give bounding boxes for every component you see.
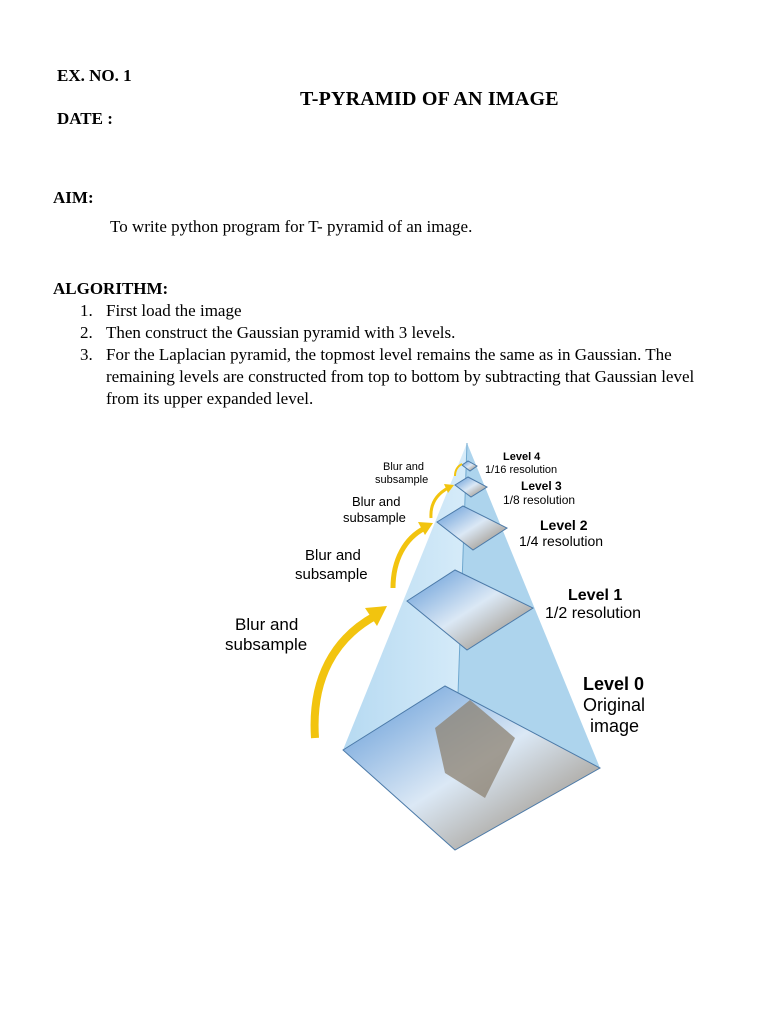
date-label: DATE : [57, 109, 113, 128]
exercise-number: EX. NO. 1 [57, 66, 132, 85]
blur-label-medium-line1: Blur and [305, 547, 361, 564]
blur-label-tiny-line2: subsample [375, 474, 429, 486]
level-3-desc: 1/8 resolution [503, 493, 576, 507]
level-4-desc: 1/16 resolution [485, 464, 558, 476]
step-text: For the Laplacian pyramid, the topmost level remains the same as in Gaussian. The remaining levels are constructed from top to bottom by subtracting that Gaussian level from its upper expanded level. [106, 345, 695, 408]
aim-heading: AIM: [53, 188, 94, 207]
blur-label-medium-line2: subsample [295, 566, 368, 583]
level-2-name: Level 2 [540, 517, 588, 533]
aim-text: To write python program for T- pyramid of an image. [110, 217, 473, 236]
level-1-name: Level 1 [568, 587, 623, 604]
algorithm-step [80, 322, 700, 344]
level-1-desc: 1/2 resolution [545, 605, 642, 622]
blur-label-large-line1: Blur and [235, 615, 299, 634]
blur-label-tiny-line1: Blur and [383, 461, 424, 473]
blur-label-small-line2: subsample [343, 510, 406, 525]
level-0-desc-line1: Original [583, 695, 646, 715]
level-3-name: Level 3 [521, 479, 562, 493]
algorithm-steps [80, 300, 700, 410]
level-0-name: Level 0 [583, 674, 645, 694]
algorithm-step [80, 344, 700, 410]
level-4-name: Level 4 [503, 451, 541, 463]
step-number: 1. [80, 301, 93, 320]
algorithm-heading: ALGORITHM: [53, 279, 169, 298]
blur-label-large-line2: subsample [225, 635, 308, 654]
image-pyramid-figure [215, 438, 675, 858]
step-number: 2. [80, 323, 93, 342]
page-title: T-PYRAMID OF AN IMAGE [300, 88, 559, 110]
level-2-desc: 1/4 resolution [519, 533, 604, 549]
level-0-desc-line2: image [590, 716, 640, 736]
blur-label-small-line1: Blur and [352, 494, 401, 509]
algorithm-step [80, 300, 700, 322]
step-text: Then construct the Gaussian pyramid with 3 levels. [106, 323, 456, 342]
step-number: 3. [80, 345, 93, 364]
step-text: First load the image [106, 301, 242, 320]
